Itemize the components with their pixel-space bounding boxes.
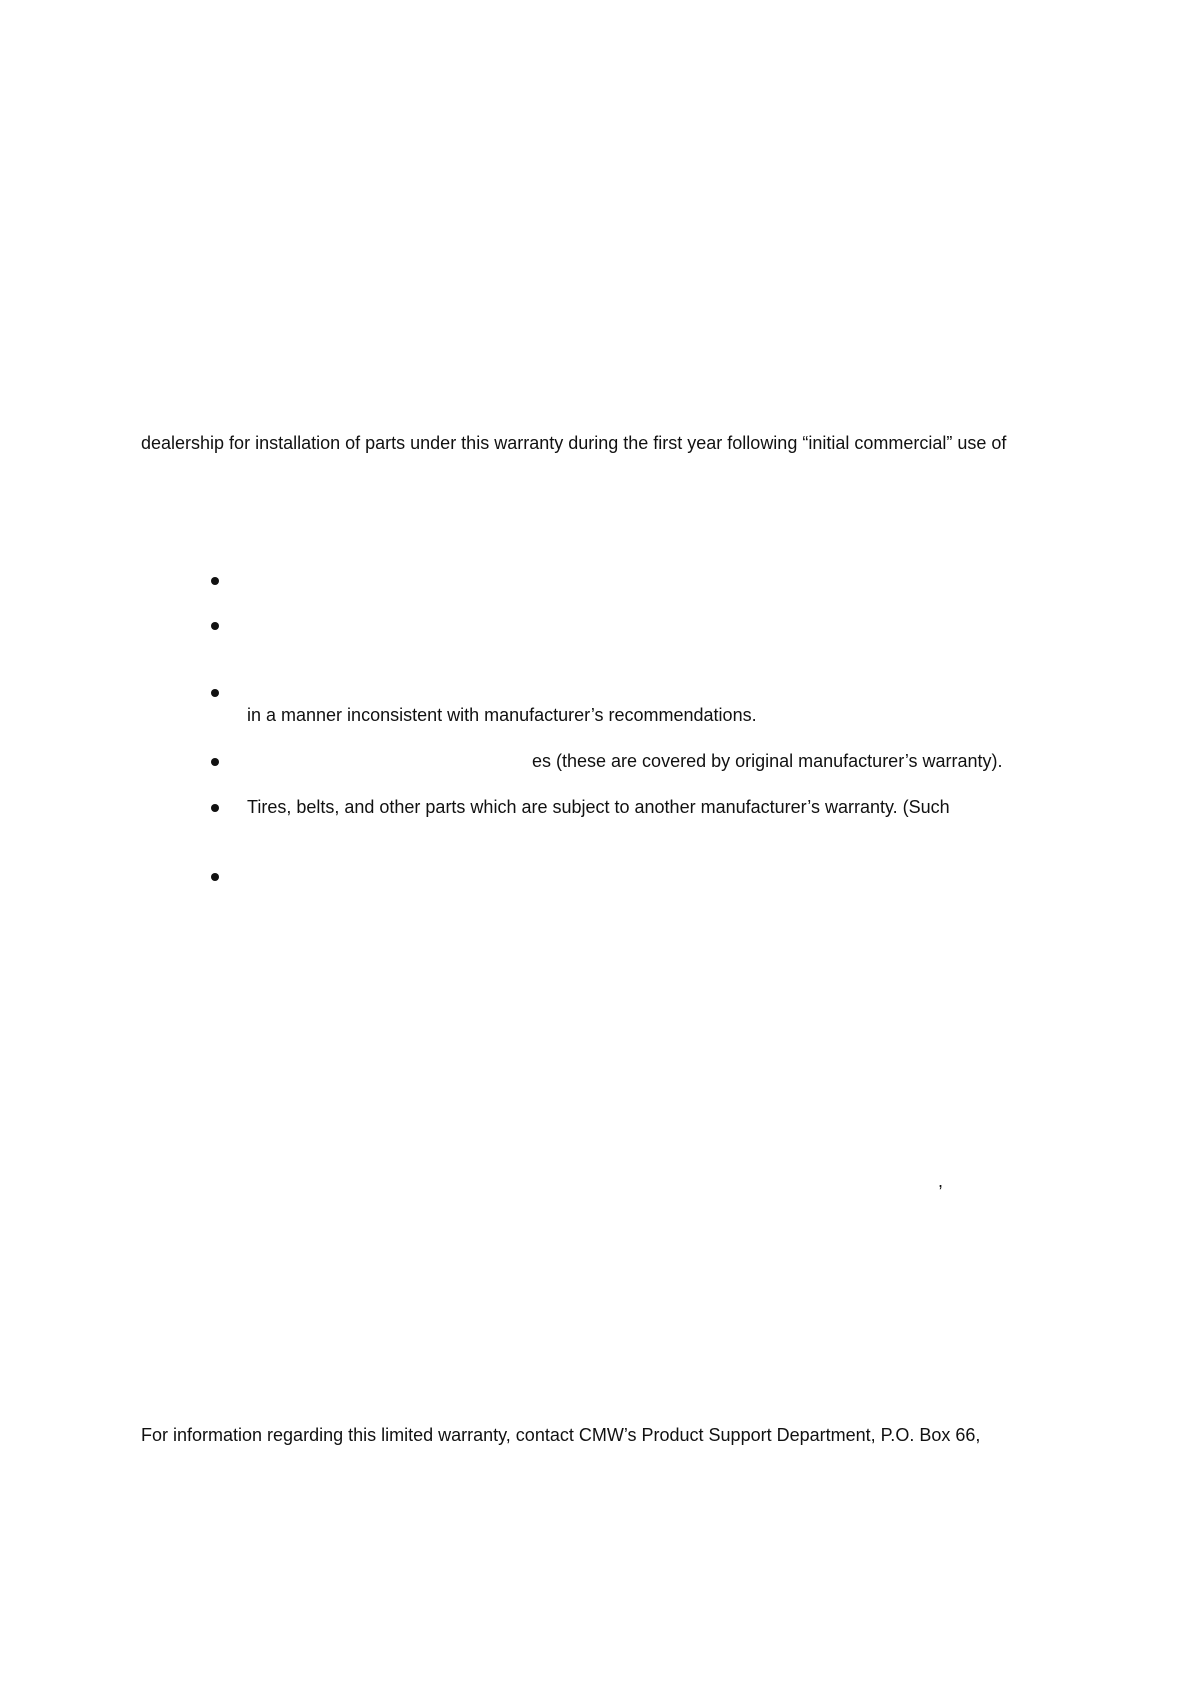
bullet-icon [211,758,219,766]
comma-fragment: , [938,1171,944,1191]
bullet-icon [211,689,219,697]
exclusion-item-4-fragment: es (these are covered by original manufacturer’s warranty). [532,751,1003,771]
bullet-icon [211,804,219,812]
exclusion-item-3-continuation: in a manner inconsistent with manufacturer’s recommendations. [247,705,757,725]
bullet-icon [211,577,219,585]
warranty-paragraph-line: dealership for installation of parts under this warranty during the first year following “initial commercial” use of [141,433,1007,453]
contact-paragraph-line: For information regarding this limited warranty, contact CMW’s Product Support Department, P.O. Box 66, [141,1425,981,1445]
bullet-icon [211,622,219,630]
exclusion-item-5: Tires, belts, and other parts which are subject to another manufacturer’s warranty. (Such [247,797,950,817]
bullet-icon [211,873,219,881]
